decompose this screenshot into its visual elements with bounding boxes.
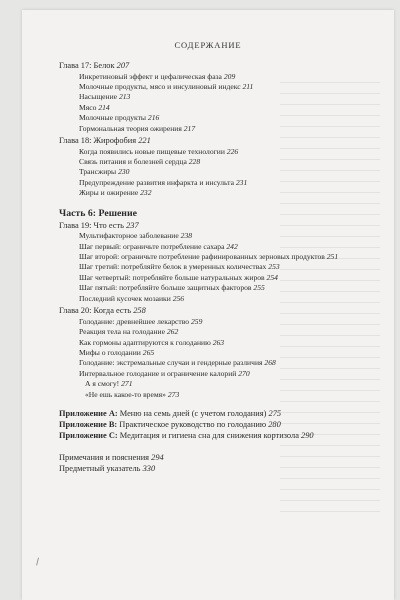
entry-title: Связь питания и болезней сердца [79,157,187,167]
pencil-mark [36,558,43,567]
appendix-label: Приложение A: [59,408,118,418]
entry-title: Голодание: экстремальные случаи и гендерные различия [79,358,263,368]
page-number: 226 [226,146,239,156]
entry-title: «Не ешь какое-то время» [85,389,166,399]
toc-entry [59,369,389,379]
page-number: 254 [266,272,278,282]
entry-title: Шаг третий: потребляйте белок в умеренных количествах [79,262,267,272]
page-number: 262 [166,327,179,337]
chapter-19 [59,221,389,304]
toc-entry [59,231,389,241]
entry-title: Жиры и ожирение [79,188,139,198]
page-number: 265 [142,347,155,357]
toc-entry [59,242,389,252]
entry-title: Предметный указатель [59,464,141,474]
appendices [59,409,389,441]
entry-title: Насыщение [79,92,118,102]
page-number: 228 [188,157,201,167]
page-number: 253 [268,262,280,272]
appendix-title: Медитация и гигиена сна для снижения кортизола [119,430,299,440]
entry-title: Последний кусочек мозаики [79,293,171,303]
entry-title: Шаг пятый: потребляйте больше защитных факторов [79,283,252,293]
page-number: 273 [167,389,180,399]
page-number: 232 [140,188,152,198]
page-number: 237 [126,220,139,230]
page-number: 270 [238,368,250,378]
page-number: 214 [98,102,110,112]
appendix-label: Приложение B: [59,419,118,429]
chapter-title: Глава 19: Что есть [59,220,124,230]
entry-title: Мясо [79,102,97,112]
entry-title: Мифы о голодании [79,347,141,357]
chapter-17 [59,61,389,134]
toc-entry [59,338,389,348]
chapter-title: Глава 18: Жирофобия [59,136,137,146]
entry-title: Инкретиновый эффект и цефалическая фаза [79,71,222,81]
page-number: 238 [180,231,193,241]
entry-title: Примечания и пояснения [59,453,150,463]
toc-entry [59,157,389,167]
page-number: 242 [226,241,238,251]
chapter-18 [59,136,389,199]
appendix-a [59,409,389,420]
toc-entry [59,178,389,188]
toc-entry [59,252,389,262]
entry-title: Шаг второй: ограничьте потребление рафинированных зерновых продуктов [79,252,325,262]
toc-entry [59,262,389,272]
entry-title: А я смогу! [85,379,120,389]
page-number: 213 [118,92,131,102]
toc-entry [59,348,389,358]
notes-entry [59,452,389,463]
entry-title: Голодание: древнейшее лекарство [79,316,190,326]
toc-entry [59,390,389,400]
toc-entry [59,103,389,113]
page-number: 230 [118,167,130,177]
appendix-c [59,431,389,442]
toc-entry [59,317,389,327]
toc-entry [59,283,389,293]
book-page [22,10,394,600]
page-number: 256 [172,293,185,303]
part-heading: Часть 6: Решение [59,207,137,219]
chapter-heading [59,306,389,317]
page-number: 268 [264,358,276,368]
page-number: 231 [235,177,248,187]
page-number: 255 [253,283,265,293]
entry-title: Когда появились новые пищевые технологии [79,146,225,156]
toc-entry [59,147,389,157]
page-number: 290 [301,430,314,440]
entry-title: Предупреждение развития инфаркта и инсульта [79,177,234,187]
toc-entry [59,188,389,198]
page-number: 211 [242,82,254,91]
toc-entry [59,72,389,82]
toc-entry [59,273,389,283]
appendix-b [59,420,389,431]
entry-title: Реакция тела на голодание [79,327,165,337]
toc-entry [59,379,389,389]
chapter-title: Глава 20: Когда есть [59,306,132,316]
page-number: 280 [268,419,281,429]
toc-entry [59,124,389,134]
page-number: 217 [183,123,196,133]
entry-title: Молочные продукты [79,113,147,123]
page-number: 330 [142,464,156,474]
page-number: 251 [326,252,339,262]
page-number: 216 [147,113,160,123]
chapter-20 [59,306,389,400]
index-entry [59,463,389,474]
toc-entry [59,92,389,102]
chapter-heading [59,61,389,72]
toc-entry [59,294,389,304]
entry-title: Гормональная теория ожирения [79,123,182,133]
page-number: 209 [223,71,236,81]
appendix-title: Меню на семь дней (с учетом голодания) [119,408,267,418]
toc-entry [59,167,389,177]
entry-title: Мультифакторное заболевание [79,231,179,241]
page-title: СОДЕРЖАНИЕ [174,40,242,50]
page-number: 221 [138,136,151,146]
page-number: 294 [151,453,164,463]
entry-title: Как гормоны адаптируются к голоданию [79,337,211,347]
entry-title: Шаг первый: ограничьте потребление сахара [79,241,225,251]
entry-title: Интервальное голодание и ограничение калорий [79,368,237,378]
chapter-heading [59,221,389,232]
toc-entry [59,327,389,337]
chapter-title: Глава 17: Белок [59,61,115,70]
entry-title: Молочные продукты, мясо и инсулиновый индекс [79,82,241,91]
chapter-heading [59,136,389,147]
appendix-label: Приложение C: [59,430,118,440]
appendix-title: Практическое руководство по голоданию [119,419,267,429]
page-number: 275 [268,408,282,418]
page-number: 259 [190,316,203,326]
page-number: 271 [121,379,133,389]
toc-entry [59,82,389,92]
entry-title: Шаг четвертый: потребляйте больше натуральных жиров [79,272,265,282]
page-number: 258 [133,306,146,316]
page-number: 207 [116,61,130,70]
back-matter [59,452,389,474]
toc-entry [59,358,389,368]
table-of-contents [59,61,389,474]
page-number: 263 [212,337,225,347]
entry-title: Трансжиры [79,167,117,177]
toc-entry [59,113,389,123]
